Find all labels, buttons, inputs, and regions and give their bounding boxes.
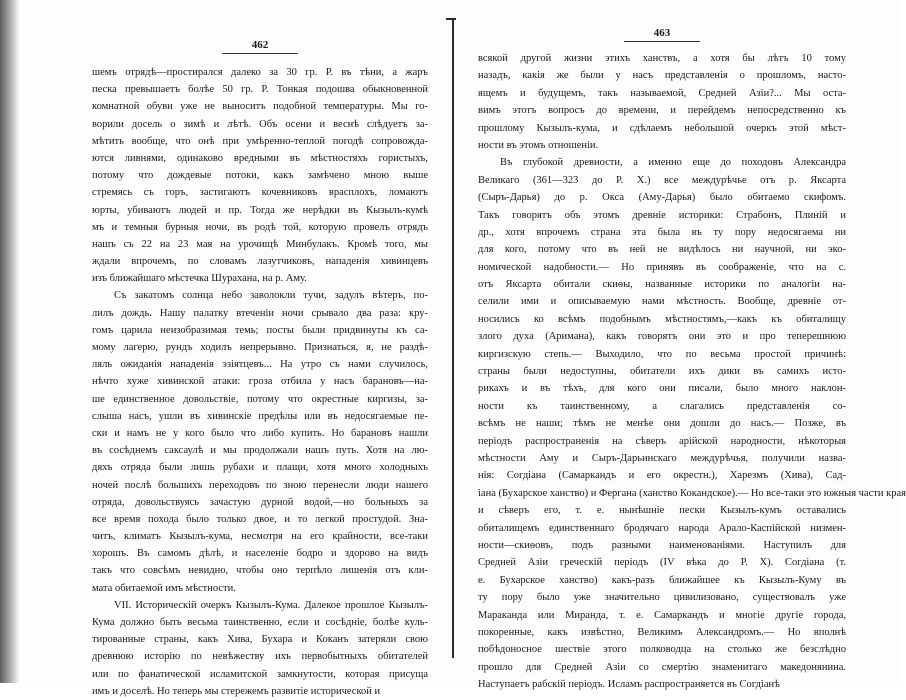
text-line: мъ и темныя бурныя ночи, въ родѣ той, которую провелъ отрядъ bbox=[92, 221, 428, 233]
text-line: Такъ говорятъ объ этомъ древніе историки: Страбонъ, Плиній и bbox=[478, 209, 846, 221]
text-line: комнатной обуви уже не выноситъ подобной температуры. Мы го- bbox=[92, 101, 428, 113]
text-line: ту пору было уже значительно цивилизовано, существовалъ уже bbox=[478, 592, 846, 604]
text-line: покоренные, какъ извѣстно, Великимъ Александромъ.— Но вполнѣ bbox=[478, 626, 846, 638]
text-line: всѣмъ не наши; тѣмъ не менѣе они дошли до насъ.— Позже, въ bbox=[478, 418, 846, 430]
text-line: потому что дождевые потоки, какъ замѣчено мною выше bbox=[92, 170, 428, 182]
text-line: песка превышаетъ болѣе 50 гр. Р. Тонкая подошва обыкновенной bbox=[92, 84, 428, 96]
text-line: отъ Яксарта обитали скиѳы, названные историки по аналогіи на- bbox=[478, 279, 846, 291]
text-line: для кого, потому что въ ней не видѣлось ни научной, ни эко- bbox=[478, 244, 846, 256]
page-number-left: 462 bbox=[251, 39, 269, 51]
gutter-tick bbox=[446, 18, 456, 20]
text-line: такъ что совсѣмъ невидно, чтобы оно терпѣло лишенія отъ кли- bbox=[92, 565, 428, 577]
page-number-rule bbox=[222, 53, 298, 54]
text-line: мому лагерю, рундъ ходилъ непрерывно. Признаться, я, не раздѣ- bbox=[92, 342, 428, 353]
text-line: обиталищемъ единственнаго бродячаго народа Арало-Каспійской низмен- bbox=[478, 522, 846, 534]
text-line: мата обитаемой имъ мѣстности. bbox=[92, 582, 236, 594]
text-line: мѣстности Аму и Сыръ-Дарьинскаго междурѣчья, получили назва- bbox=[478, 452, 846, 464]
text-line: Въ глубокой древности, а именно еще до походовъ Александра bbox=[500, 157, 846, 169]
text-line: стремясь съ горъ, застигаютъ кочевниковъ врасплохъ, ломаютъ bbox=[92, 187, 428, 199]
text-line: ности въ этомъ отношеніи. bbox=[478, 139, 599, 151]
text-line: имъ и доселѣ. Но теперь мы стережемъ развитіе исторической и bbox=[92, 685, 381, 697]
text-line: селили ими и описываемую нами мѣстность. Вообще, древніе от- bbox=[478, 296, 846, 308]
text-line: ящемъ и будущемъ, такъ называемой, Средней Азіи?... Мы оста- bbox=[478, 87, 846, 99]
text-line: тированные страны, какъ Хива, Бухара и Коканъ затеряли свою bbox=[92, 634, 428, 646]
text-line: дяхъ отряда были лишь рубахи и плащи, хотя много холодныхъ bbox=[92, 462, 428, 474]
left-page-text bbox=[92, 64, 428, 700]
text-line: ляль ожиданія нападенія эзіятцевъ... На утро съ нами случилось, bbox=[92, 359, 428, 371]
text-line: Съ закатомъ солнца небо заволокли тучи, задулъ вѣтеръ, по- bbox=[114, 290, 428, 302]
text-line: нашъ съ 22 на 23 мая на урочищѣ Минбулакъ. Кромѣ того, мы bbox=[92, 238, 428, 250]
text-line: іана (Бухарское ханство) и Фергана (ханство Кокандское).— Но все-таки это южныя части края bbox=[478, 487, 906, 499]
page-number-rule bbox=[624, 41, 700, 42]
text-line: мѣтить вообще, что онѣ при умѣренно-теплой погодѣ сопровожда- bbox=[92, 135, 428, 147]
text-line: прошлому Кызылъ-кума, и сдѣлаемъ небольшой очеркъ этой мѣст- bbox=[478, 122, 846, 134]
text-line: ше единственное довольствіе, потому что окрестные киргизы, за- bbox=[92, 393, 428, 405]
text-line: слыша насъ, ушли въ хивинскіе предѣлы или въ недосягаемые пе- bbox=[92, 410, 428, 422]
text-line: номической надобности.— Но принявъ въ соображеніе, что на с. bbox=[478, 261, 846, 273]
text-line: злого духа (Аримана), какъ говорятъ они это и про теперешнюю bbox=[478, 331, 846, 343]
text-line: лилъ дождь. Нашу палатку втеченіи ночи срывало два раза: кру- bbox=[92, 307, 428, 319]
text-line: киргизскую степь.— Выходило, что по весьма простой причинѣ: bbox=[478, 348, 846, 360]
right-page bbox=[478, 0, 906, 693]
text-line: или по фанатической исламитской замкнутости, которая присуща bbox=[92, 668, 428, 680]
text-line: періодъ распространенія на сѣверъ арійской народности, нѣкоторыя bbox=[478, 435, 846, 447]
text-line: юрты, убиваютъ людей и пр. Тогда же нерѣдки въ Кызылъ-кумѣ bbox=[92, 204, 428, 216]
text-line: ночей послѣ большихъ переходовъ по зною перенесли люди нашего bbox=[92, 479, 428, 491]
text-line: ждали впрочемъ, по словамъ лазутчиковъ, нападенія хивинцевъ bbox=[92, 256, 428, 268]
text-line: нѣчто хуже хивинской атаки: гроза отбила у насъ барановъ—на- bbox=[92, 376, 428, 388]
text-line: все время похода было только двое, и то легкой простудой. Зна- bbox=[92, 513, 428, 525]
text-line: гомъ царила неизобразимая темь; посты были придвинуты къ са- bbox=[92, 324, 428, 336]
page-number-right: 463 bbox=[653, 27, 671, 39]
text-line: др., хотя впрочемъ страна эта была въ ту пору недосягаема ни bbox=[478, 226, 846, 238]
text-line: Наступаетъ рабскій періодъ. Исламъ распространяется въ Согдіанѣ bbox=[478, 679, 780, 691]
text-line: ски и намъ не у кого было что либо купить. Но барановъ нашли bbox=[92, 427, 428, 439]
text-line: страны были недоступны, обитатели ихъ дики въ самихъ исто- bbox=[478, 366, 846, 378]
text-line: носились ко всѣмъ подобнымъ мѣстностямъ,—какъ къ обиталищу bbox=[478, 313, 846, 325]
right-page-text bbox=[478, 50, 906, 693]
text-line: Великаго (361—323 до Р. Х.) все междурѣчье отъ р. Яксарта bbox=[478, 174, 846, 186]
text-line: VII. Историческій очеркъ Кызылъ-Кума. Далекое прошлое Кызылъ- bbox=[114, 599, 428, 611]
text-line: вимъ этотъ вопросъ до времени, и перейдемъ непосредственно къ bbox=[478, 105, 846, 117]
text-line: шемъ отрядѣ—простирался далеко за 30 гр. Р. въ тѣни, а жаръ bbox=[92, 67, 428, 78]
text-line: Средней Азіи греческій періодъ (IV вѣка до Р. Х). Согдіана (т. bbox=[478, 557, 846, 569]
left-page bbox=[92, 0, 428, 700]
gutter-line bbox=[452, 18, 454, 658]
text-line: древнюю исторію по невѣжеству ихъ первобытныхъ обитателей bbox=[92, 651, 428, 663]
text-line: и сѣверъ его, т. е. нынѣшніе пески Кызылъ-кумъ оставались bbox=[478, 505, 846, 517]
text-line: рикахъ и въ тѣхъ, для кого они писали, было много наклон- bbox=[478, 383, 846, 395]
text-line: побѣдоносное шествіе этого полководца на столько же безслѣдно bbox=[478, 644, 846, 656]
text-line: отряда, довольствуясь зачастую дурной водой,—но больныхъ за bbox=[92, 496, 428, 508]
text-line: Мараканда или Миранда, т. е. Самаркандъ и многіе другіе города, bbox=[478, 609, 846, 621]
text-line: ворили досель о зимѣ и лѣтѣ. Объ осени и веснѣ слѣдуетъ за- bbox=[92, 118, 428, 130]
text-line: читъ, климатъ Кызылъ-кума, несмотря на его крайности, все-таки bbox=[92, 531, 428, 543]
text-line: нія: Согдіана (Самаркандъ и его окрестн.), Харезмъ (Хива), Сад- bbox=[478, 470, 846, 482]
text-line: ности къ таинственному, а слагались представленія со- bbox=[478, 400, 846, 412]
text-line: (Сыръ-Дарья) до р. Окса (Аму-Дарья) было обитаемо скифомъ. bbox=[478, 192, 846, 204]
text-line: хорошъ. Въ самомъ дѣлѣ, и населеніе бодро и здорово на видъ bbox=[92, 548, 428, 560]
text-line: ности—скиѳовъ, подъ разными наименованіями. Наступилъ для bbox=[478, 539, 846, 551]
text-line: назадъ, какія же были у насъ представленія о прошломъ, насто- bbox=[478, 70, 846, 82]
text-line: Кума должно быть весьма таинственно, если и сосѣдніе, болѣе куль- bbox=[92, 617, 428, 628]
text-line: изъ ближайшаго мѣстечка Шурахана, на р. Аму. bbox=[92, 273, 307, 285]
text-line: е. Бухарское ханство) какъ-разъ ближайшее къ Кызылъ-Куму въ bbox=[478, 574, 846, 586]
text-line: въ сосѣднемъ саксаулѣ и мы продолжали нашъ путь. Хотя на лю- bbox=[92, 445, 428, 457]
text-line: ются ливнями, одинаково вредными въ мѣстностяхъ гористыхъ, bbox=[92, 152, 428, 164]
text-line: всякой другой жизни этихъ ханствъ, а хотя бы лѣтъ 10 тому bbox=[478, 53, 846, 64]
binding-shadow bbox=[0, 0, 20, 683]
text-line: прошло для Средней Азіи со смертію знаменитаго македонянина. bbox=[478, 661, 846, 673]
